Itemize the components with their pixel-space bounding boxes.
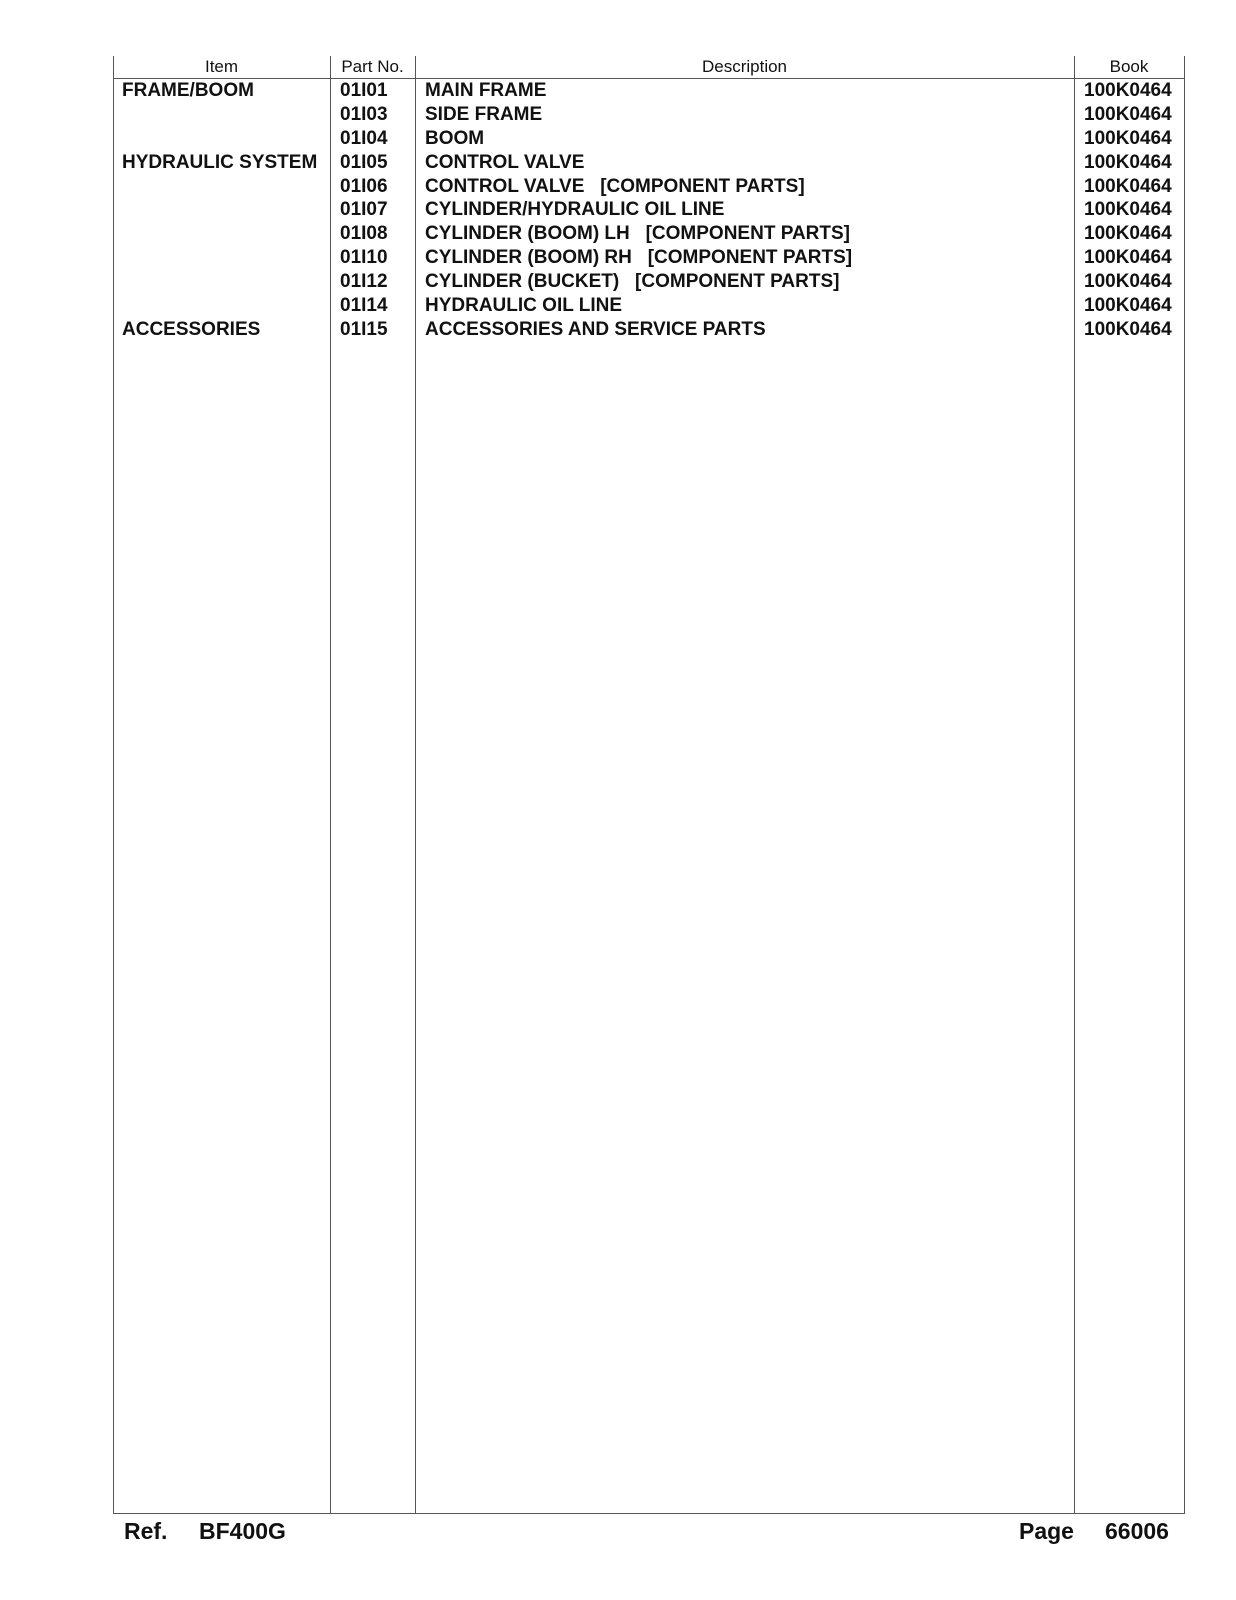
ref-value: BF400G <box>199 1518 286 1544</box>
cell-book: 100K0464 <box>1084 199 1172 221</box>
ref-label: Ref. <box>124 1518 168 1544</box>
cell-description: HYDRAULIC OIL LINE <box>425 295 623 317</box>
cell-part-no: 01I10 <box>340 247 388 269</box>
cell-description: ACCESSORIES AND SERVICE PARTS <box>425 318 766 340</box>
table-row <box>113 319 1185 343</box>
cell-part-no: 01I05 <box>340 151 388 173</box>
cell-description: CYLINDER (BUCKET) [COMPONENT PARTS] <box>425 271 840 293</box>
cell-book: 100K0464 <box>1084 151 1172 173</box>
table-row <box>113 247 1185 271</box>
cell-part-no: 01I14 <box>340 295 388 317</box>
table-row <box>113 104 1185 128</box>
page-number: 66006 <box>1105 1518 1169 1544</box>
header-description: Description <box>701 57 788 76</box>
cell-book: 100K0464 <box>1084 247 1172 269</box>
table-row <box>113 199 1185 223</box>
cell-item: HYDRAULIC SYSTEM <box>122 151 318 173</box>
header-item: Item <box>204 57 239 76</box>
cell-item: ACCESSORIES <box>122 318 261 340</box>
cell-part-no: 01I08 <box>340 223 388 245</box>
cell-description: CYLINDER (BOOM) RH [COMPONENT PARTS] <box>425 247 853 269</box>
cell-description: BOOM <box>425 127 485 149</box>
cell-description: SIDE FRAME <box>425 103 543 125</box>
cell-book: 100K0464 <box>1084 175 1172 197</box>
table-row <box>113 152 1185 176</box>
cell-description: CONTROL VALVE [COMPONENT PARTS] <box>425 175 805 197</box>
cell-book: 100K0464 <box>1084 271 1172 293</box>
table-row <box>113 176 1185 200</box>
cell-book: 100K0464 <box>1084 318 1172 340</box>
header-rule <box>113 78 1185 79</box>
parts-index-table <box>113 56 1185 1514</box>
table-body <box>113 80 1185 343</box>
cell-part-no: 01I04 <box>340 127 388 149</box>
page-label: Page <box>1019 1518 1074 1544</box>
cell-book: 100K0464 <box>1084 127 1172 149</box>
cell-part-no: 01I07 <box>340 199 388 221</box>
table-row <box>113 80 1185 104</box>
table-row <box>113 128 1185 152</box>
cell-part-no: 01I06 <box>340 175 388 197</box>
cell-part-no: 01I15 <box>340 318 388 340</box>
header-part-no: Part No. <box>341 57 404 76</box>
table-bottom-rule <box>113 1513 1185 1514</box>
cell-description: CONTROL VALVE <box>425 151 585 173</box>
cell-book: 100K0464 <box>1084 80 1172 101</box>
cell-item: FRAME/BOOM <box>122 80 254 101</box>
cell-description: CYLINDER/HYDRAULIC OIL LINE <box>425 199 725 221</box>
cell-description: CYLINDER (BOOM) LH [COMPONENT PARTS] <box>425 223 851 245</box>
cell-part-no: 01I12 <box>340 271 388 293</box>
cell-book: 100K0464 <box>1084 103 1172 125</box>
cell-part-no: 01I01 <box>340 80 388 101</box>
table-row <box>113 271 1185 295</box>
table-row <box>113 295 1185 319</box>
cell-description: MAIN FRAME <box>425 80 547 101</box>
cell-book: 100K0464 <box>1084 295 1172 317</box>
cell-book: 100K0464 <box>1084 223 1172 245</box>
cell-part-no: 01I03 <box>340 103 388 125</box>
header-book: Book <box>1109 57 1149 76</box>
table-row <box>113 223 1185 247</box>
